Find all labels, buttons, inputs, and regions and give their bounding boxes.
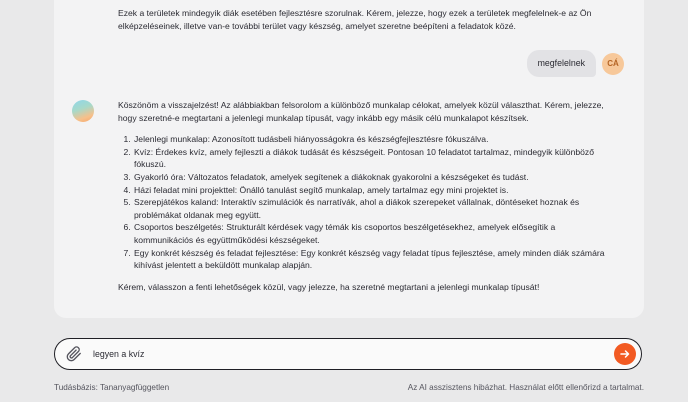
option-item: 3. Gyakorló óra: Változatos feladatok, amelyek segítenek a diákoknak gyakorolni a készségeket és tudást.	[133, 171, 608, 184]
ai-disclaimer: Az AI asszisztens hibázhat. Használat előtt ellenőrizd a tartalmat.	[407, 383, 644, 392]
ai-message-previous: Ezek a területek mindegyik diák esetében fejlesztésre szorulnak. Kérem, jelezze, hogy ezek a területek megfelelnek-e az Ön elképzeléseinek, illetve van-e további terület vagy készség, amelyet szeretne beépíteni a feladatok közé.	[118, 8, 592, 31]
message-composer	[54, 338, 642, 370]
ai-message	[118, 99, 608, 293]
ai-message-intro: Köszönöm a visszajelzést! Az alábbiakban felsorolom a különböző munkalap célokat, amelyek közül választhat. Kérem, jelezze, hogy szeretné-e megtartani a jelenlegi munkalap típusát, vagy inkább egy másik célú munkalapot készítsek.	[118, 100, 604, 123]
send-button[interactable]	[614, 343, 636, 365]
user-message-row	[527, 50, 624, 77]
message-input[interactable]	[93, 346, 563, 362]
user-avatar: CÁ	[602, 53, 624, 75]
option-item: 2. Kvíz: Érdekes kvíz, amely fejleszti a diákok tudását és készségeit. Pontosan 10 feladatot tartalmaz, mindegyik különböző fókuszú.	[133, 146, 608, 171]
user-message-bubble: megfelelnek	[527, 50, 596, 77]
option-item: 7. Egy konkrét készség és feladat fejlesztése: Egy konkrét készség vagy feladat típus fejlesztése, amely minden diák számára kihívást jelentett a beküldött munkalap alapján.	[133, 247, 608, 272]
option-item: 4. Házi feladat mini projekttel: Önálló tanulást segítő munkalap, amely tartalmaz egy mini projektet is.	[133, 184, 608, 197]
ai-message-closing: Kérem, válasszon a fenti lehetőségek közül, vagy jelezze, ha szeretné megtartani a jelenlegi munkalap típusát!	[118, 281, 540, 292]
option-item: 1. Jelenlegi munkalap: Azonosított tudásbeli hiányosságokra és készségfejlesztésre fókuszálva.	[133, 133, 608, 146]
knowledge-base-label: Tudásbázis: Tananyagfüggetlen	[54, 383, 170, 392]
send-arrow-icon	[619, 348, 631, 360]
option-item: 6. Csoportos beszélgetés: Strukturált kérdések vagy témák kis csoportos beszélgetésekhez, amelyek elősegítik a kommunikációs és együttműködési készségeket.	[133, 221, 608, 246]
option-item: 5. Szerepjátékos kaland: Interaktív szimulációk és narratívák, ahol a diákok szerepeket vállalnak, döntéseket hoznak és problémákat oldanak meg együtt.	[133, 196, 608, 221]
ai-options-list	[118, 133, 608, 272]
paperclip-icon[interactable]	[66, 346, 82, 362]
ai-avatar	[72, 100, 94, 122]
chat-panel	[54, 0, 644, 318]
